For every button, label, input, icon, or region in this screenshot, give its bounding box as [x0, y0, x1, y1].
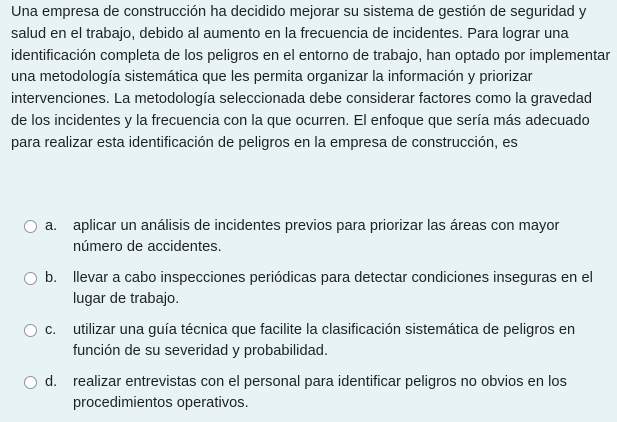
option-a[interactable]	[0, 214, 617, 266]
option-b-letter: b.	[45, 270, 58, 286]
option-a-label[interactable]: aplicar un análisis de incidentes previos para priorizar las áreas con mayor número de accidentes.	[73, 218, 560, 255]
option-a-letter: a.	[45, 218, 58, 234]
option-c-letter: c.	[45, 322, 57, 338]
option-b-label[interactable]: llevar a cabo inspecciones periódicas para detectar condiciones inseguras en el lugar de trabajo.	[73, 270, 593, 307]
option-d-letter: d.	[45, 374, 58, 390]
question-text: Una empresa de construcción ha decidido mejorar su sistema de gestión de seguridad y salud en el trabajo, debido al aumento en la frecuencia de incidentes. Para lograr una identificación completa de los peligros en el entorno de trabajo, han optado por implementar una metodología sistemática que les permita organizar la información y priorizar intervenciones. La metodología seleccionada debe considerar factores como la gravedad de los incidentes y la frecuencia con la que ocurren. El enfoque que sería más adecuado para realizar esta identificación de peligros en la empresa de construcción, es	[11, 4, 611, 151]
option-c[interactable]	[0, 318, 617, 370]
answer-options	[0, 214, 617, 422]
option-b-radio[interactable]	[24, 272, 37, 285]
option-b[interactable]	[0, 266, 617, 318]
option-d[interactable]	[0, 370, 617, 422]
option-d-radio[interactable]	[24, 376, 37, 389]
option-a-radio[interactable]	[24, 220, 37, 233]
option-d-label[interactable]: realizar entrevistas con el personal para identificar peligros no obvios en los procedimientos operativos.	[73, 374, 567, 411]
option-c-radio[interactable]	[24, 324, 37, 337]
option-c-label[interactable]: utilizar una guía técnica que facilite la clasificación sistemática de peligros en función de su severidad y probabilidad.	[73, 322, 576, 359]
